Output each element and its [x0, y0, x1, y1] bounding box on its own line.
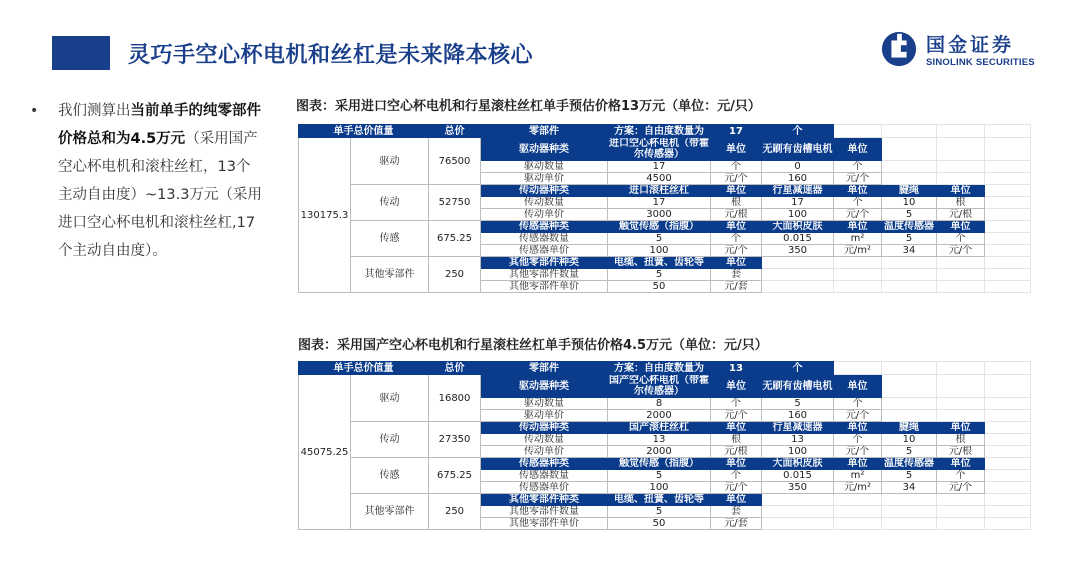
hdr-unit: 个 [762, 125, 834, 138]
transmission-qty-6: 根 [937, 434, 985, 446]
transmission-price-5: 5 [882, 209, 937, 221]
empty-cell [985, 398, 1031, 410]
transmission-h-3: 行星减速器 [762, 185, 834, 197]
transmission-qty-5: 10 [882, 197, 937, 209]
empty-cell [882, 257, 937, 269]
drive-price-4: 元/个 [834, 173, 882, 185]
sensor-value: 675.25 [429, 458, 481, 494]
other-h-1: 电缆、扭簧、齿轮等 [608, 257, 711, 269]
drive-price-1: 2000 [608, 410, 711, 422]
empty-cell [985, 173, 1031, 185]
other-h-0: 其他零部件种类 [481, 257, 608, 269]
transmission-qty-5: 10 [882, 434, 937, 446]
sensor-h-5: 温度传感器 [882, 458, 937, 470]
transmission-h-5: 腱绳 [882, 185, 937, 197]
hdr-total-label: 单手总价值量 [299, 362, 429, 375]
empty-cell [985, 233, 1031, 245]
other-price-0: 其他零部件单价 [481, 281, 608, 293]
other-price-0: 其他零部件单价 [481, 518, 608, 530]
sensor-h-3: 大面积皮肤 [762, 221, 834, 233]
transmission-h-6: 单位 [937, 185, 985, 197]
empty-cell [937, 398, 985, 410]
other-price-2: 元/套 [711, 281, 762, 293]
drive-value: 16800 [429, 375, 481, 422]
transmission-h-4: 单位 [834, 185, 882, 197]
sensor-price-6: 元/个 [937, 482, 985, 494]
other-qty-0: 其他零部件数量 [481, 269, 608, 281]
sensor-value: 675.25 [429, 221, 481, 257]
empty-cell [937, 410, 985, 422]
other-h-0: 其他零部件种类 [481, 494, 608, 506]
table-row [299, 375, 1031, 398]
table-row [299, 221, 1031, 233]
drive-name: 驱动 [351, 138, 429, 185]
transmission-h-1: 国产滚柱丝杠 [608, 422, 711, 434]
transmission-h-2: 单位 [711, 185, 762, 197]
table-row [299, 494, 1031, 506]
empty-cell [882, 518, 937, 530]
other-qty-1: 5 [608, 269, 711, 281]
sensor-h-5: 温度传感器 [882, 221, 937, 233]
hdr-scheme: 方案：自由度数量为 [608, 362, 711, 375]
hdr-dof: 17 [711, 125, 762, 138]
empty-cell [985, 434, 1031, 446]
sensor-price-5: 34 [882, 482, 937, 494]
empty-cell [834, 494, 882, 506]
sensor-price-0: 传感器单价 [481, 245, 608, 257]
empty-cell [985, 506, 1031, 518]
hdr-dof: 13 [711, 362, 762, 375]
empty-cell [985, 125, 1031, 138]
sensor-price-3: 350 [762, 482, 834, 494]
table2 [298, 361, 1031, 530]
drive-price-2: 元/个 [711, 173, 762, 185]
sensor-h-2: 单位 [711, 458, 762, 470]
drive-qty-1: 8 [608, 398, 711, 410]
empty-cell [985, 161, 1031, 173]
table2-caption: 图表：采用国产空心杯电机和行星滚柱丝杠单手预估价格4.5万元（单位：元/只） [298, 338, 768, 353]
empty-cell [985, 245, 1031, 257]
other-value: 250 [429, 494, 481, 530]
other-name: 其他零部件 [351, 257, 429, 293]
sensor-qty-5: 5 [882, 470, 937, 482]
drive-h-1: 进口空心杯电机（带霍尔传感器） [609, 138, 709, 160]
table-row [299, 257, 1031, 269]
transmission-price-3: 100 [762, 209, 834, 221]
sensor-h-0: 传感器种类 [481, 221, 608, 233]
empty-cell [762, 518, 834, 530]
transmission-qty-3: 13 [762, 434, 834, 446]
table-row [299, 138, 1031, 161]
empty-cell [985, 470, 1031, 482]
transmission-qty-4: 个 [834, 197, 882, 209]
drive-h-2: 单位 [711, 138, 762, 161]
empty-cell [985, 209, 1031, 221]
drive-price-0: 驱动单价 [481, 173, 608, 185]
summary-detail: （采用国产空心杯电机和滚柱丝杠，13个主动自由度）~13.3万元（采用进口空心杯电机和滚柱丝杠,17个主动自由度）。 [58, 131, 262, 259]
sensor-h-6: 单位 [937, 221, 985, 233]
other-h-1: 电缆、扭簧、齿轮等 [608, 494, 711, 506]
empty-cell [985, 518, 1031, 530]
transmission-value: 52750 [429, 185, 481, 221]
sensor-qty-4: m² [834, 233, 882, 245]
sensor-qty-0: 传感器数量 [481, 233, 608, 245]
page-title: 灵巧手空心杯电机和丝杠是未来降本核心 [128, 43, 534, 68]
transmission-price-5: 5 [882, 446, 937, 458]
sensor-qty-4: m² [834, 470, 882, 482]
transmission-qty-0: 传动数量 [481, 197, 608, 209]
bullet-dot: • [30, 103, 39, 119]
drive-qty-3: 0 [762, 161, 834, 173]
empty-cell [834, 362, 882, 375]
table-row [299, 422, 1031, 434]
transmission-price-2: 元/根 [711, 446, 762, 458]
table-row [299, 458, 1031, 470]
drive-h-0: 驱动器种类 [481, 138, 608, 161]
transmission-qty-4: 个 [834, 434, 882, 446]
transmission-price-6: 元/根 [937, 446, 985, 458]
other-price-2: 元/套 [711, 518, 762, 530]
drive-h-3: 无刷有齿槽电机 [762, 375, 834, 398]
empty-cell [985, 422, 1031, 434]
empty-cell [834, 125, 882, 138]
empty-cell [937, 138, 985, 161]
hdr-total-label: 单手总价值量 [299, 125, 429, 138]
drive-price-4: 元/个 [834, 410, 882, 422]
empty-cell [882, 269, 937, 281]
hdr-scheme: 方案：自由度数量为 [608, 125, 711, 138]
empty-cell [985, 185, 1031, 197]
table1-caption: 图表：采用进口空心杯电机和行星滚柱丝杠单手预估价格13万元（单位：元/只） [296, 99, 761, 114]
empty-cell [937, 269, 985, 281]
sensor-qty-6: 个 [937, 470, 985, 482]
other-value: 250 [429, 257, 481, 293]
sinolink-logo-icon [880, 30, 918, 68]
sensor-h-6: 单位 [937, 458, 985, 470]
empty-cell [762, 281, 834, 293]
sensor-price-4: 元/m² [834, 245, 882, 257]
sensor-h-0: 传感器种类 [481, 458, 608, 470]
empty-cell [834, 281, 882, 293]
empty-cell [985, 138, 1031, 161]
sensor-qty-0: 传感器数量 [481, 470, 608, 482]
drive-qty-1: 17 [608, 161, 711, 173]
transmission-h-0: 传动器种类 [481, 422, 608, 434]
drive-price-0: 驱动单价 [481, 410, 608, 422]
sensor-h-4: 单位 [834, 221, 882, 233]
empty-cell [985, 257, 1031, 269]
empty-cell [882, 161, 937, 173]
sensor-qty-2: 个 [711, 233, 762, 245]
empty-cell [937, 173, 985, 185]
empty-cell [834, 506, 882, 518]
transmission-h-0: 传动器种类 [481, 185, 608, 197]
sensor-h-2: 单位 [711, 221, 762, 233]
total-value: 130175.3 [299, 138, 351, 293]
transmission-qty-0: 传动数量 [481, 434, 608, 446]
empty-cell [985, 197, 1031, 209]
empty-cell [762, 257, 834, 269]
summary-bold: 当前单手的纯零部件价格总和为4.5万元 [58, 103, 261, 147]
sensor-price-2: 元/个 [711, 245, 762, 257]
empty-cell [985, 221, 1031, 233]
drive-name: 驱动 [351, 375, 429, 422]
empty-cell [937, 494, 985, 506]
hdr-price: 总价 [429, 125, 481, 138]
empty-cell [937, 506, 985, 518]
drive-price-1: 4500 [608, 173, 711, 185]
table1 [298, 124, 1031, 293]
empty-cell [985, 281, 1031, 293]
transmission-price-0: 传动单价 [481, 446, 608, 458]
drive-qty-2: 个 [711, 161, 762, 173]
sensor-price-0: 传感器单价 [481, 482, 608, 494]
empty-cell [937, 362, 985, 375]
empty-cell [834, 257, 882, 269]
empty-cell [985, 269, 1031, 281]
sensor-price-1: 100 [608, 482, 711, 494]
sensor-h-3: 大面积皮肤 [762, 458, 834, 470]
transmission-h-6: 单位 [937, 422, 985, 434]
transmission-value: 27350 [429, 422, 481, 458]
sensor-price-2: 元/个 [711, 482, 762, 494]
transmission-h-1: 进口滚柱丝杠 [608, 185, 711, 197]
empty-cell [762, 269, 834, 281]
sensor-h-1: 触觉传感（指腹） [608, 458, 711, 470]
transmission-qty-1: 17 [608, 197, 711, 209]
other-h-2: 单位 [711, 257, 762, 269]
transmission-qty-2: 根 [711, 434, 762, 446]
sensor-qty-2: 个 [711, 470, 762, 482]
sensor-qty-1: 5 [608, 233, 711, 245]
sensor-name: 传感 [351, 221, 429, 257]
empty-cell [985, 375, 1031, 398]
hdr-part: 零部件 [481, 125, 608, 138]
sensor-h-4: 单位 [834, 458, 882, 470]
sensor-price-3: 350 [762, 245, 834, 257]
table-row [299, 125, 1031, 138]
sensor-qty-3: 0.015 [762, 470, 834, 482]
transmission-price-3: 100 [762, 446, 834, 458]
drive-qty-0: 驱动数量 [481, 161, 608, 173]
sensor-price-4: 元/m² [834, 482, 882, 494]
drive-price-3: 160 [762, 173, 834, 185]
drive-h-2: 单位 [711, 375, 762, 398]
summary-text [58, 97, 262, 265]
empty-cell [985, 458, 1031, 470]
drive-value: 76500 [429, 138, 481, 185]
sensor-price-6: 元/个 [937, 245, 985, 257]
drive-h-4: 单位 [834, 375, 882, 398]
summary-bullet [30, 97, 262, 265]
transmission-h-5: 腱绳 [882, 422, 937, 434]
empty-cell [985, 482, 1031, 494]
empty-cell [882, 173, 937, 185]
transmission-price-1: 2000 [608, 446, 711, 458]
empty-cell [882, 410, 937, 422]
transmission-h-4: 单位 [834, 422, 882, 434]
empty-cell [882, 125, 937, 138]
empty-cell [985, 410, 1031, 422]
transmission-price-4: 元/个 [834, 209, 882, 221]
transmission-qty-6: 根 [937, 197, 985, 209]
empty-cell [882, 281, 937, 293]
transmission-price-6: 元/根 [937, 209, 985, 221]
drive-qty-3: 5 [762, 398, 834, 410]
empty-cell [985, 494, 1031, 506]
other-qty-0: 其他零部件数量 [481, 506, 608, 518]
sensor-qty-6: 个 [937, 233, 985, 245]
other-price-1: 50 [608, 518, 711, 530]
empty-cell [762, 494, 834, 506]
sensor-qty-5: 5 [882, 233, 937, 245]
transmission-h-3: 行星减速器 [762, 422, 834, 434]
logo-en-text: SINOLINK SECURITIES [926, 57, 1035, 68]
drive-qty-2: 个 [711, 398, 762, 410]
transmission-h-2: 单位 [711, 422, 762, 434]
summary-lead: 我们测算出 [58, 103, 131, 119]
empty-cell [937, 257, 985, 269]
transmission-price-1: 3000 [608, 209, 711, 221]
sensor-price-1: 100 [608, 245, 711, 257]
other-qty-2: 套 [711, 506, 762, 518]
hdr-part: 零部件 [481, 362, 608, 375]
empty-cell [937, 125, 985, 138]
drive-qty-0: 驱动数量 [481, 398, 608, 410]
empty-cell [762, 506, 834, 518]
empty-cell [882, 506, 937, 518]
empty-cell [834, 518, 882, 530]
drive-h-4: 单位 [834, 138, 882, 161]
logo-cn-text: 国金证券 [926, 34, 1015, 56]
transmission-price-2: 元/根 [711, 209, 762, 221]
transmission-price-0: 传动单价 [481, 209, 608, 221]
empty-cell [937, 375, 985, 398]
empty-cell [985, 446, 1031, 458]
transmission-qty-2: 根 [711, 197, 762, 209]
drive-price-2: 元/个 [711, 410, 762, 422]
transmission-qty-1: 13 [608, 434, 711, 446]
other-name: 其他零部件 [351, 494, 429, 530]
empty-cell [937, 161, 985, 173]
empty-cell [882, 398, 937, 410]
drive-h-0: 驱动器种类 [481, 375, 608, 398]
other-qty-2: 套 [711, 269, 762, 281]
drive-h-1: 国产空心杯电机（带霍尔传感器） [609, 375, 709, 397]
sensor-h-1: 触觉传感（指腹） [608, 221, 711, 233]
empty-cell [937, 518, 985, 530]
other-price-1: 50 [608, 281, 711, 293]
empty-cell [985, 362, 1031, 375]
empty-cell [882, 375, 937, 398]
transmission-price-4: 元/个 [834, 446, 882, 458]
empty-cell [882, 138, 937, 161]
title-accent-bar [52, 36, 110, 70]
table-row [299, 185, 1031, 197]
transmission-name: 传动 [351, 185, 429, 221]
transmission-qty-3: 17 [762, 197, 834, 209]
empty-cell [937, 281, 985, 293]
sensor-qty-1: 5 [608, 470, 711, 482]
sensor-qty-3: 0.015 [762, 233, 834, 245]
total-value: 45075.25 [299, 375, 351, 530]
hdr-unit: 个 [762, 362, 834, 375]
other-qty-1: 5 [608, 506, 711, 518]
drive-qty-4: 个 [834, 161, 882, 173]
hdr-price: 总价 [429, 362, 481, 375]
sensor-name: 传感 [351, 458, 429, 494]
empty-cell [834, 269, 882, 281]
empty-cell [882, 494, 937, 506]
drive-h-3: 无刷有齿槽电机 [762, 138, 834, 161]
empty-cell [882, 362, 937, 375]
other-h-2: 单位 [711, 494, 762, 506]
company-logo [880, 28, 1070, 74]
table-row [299, 362, 1031, 375]
sensor-price-5: 34 [882, 245, 937, 257]
drive-price-3: 160 [762, 410, 834, 422]
transmission-name: 传动 [351, 422, 429, 458]
drive-qty-4: 个 [834, 398, 882, 410]
